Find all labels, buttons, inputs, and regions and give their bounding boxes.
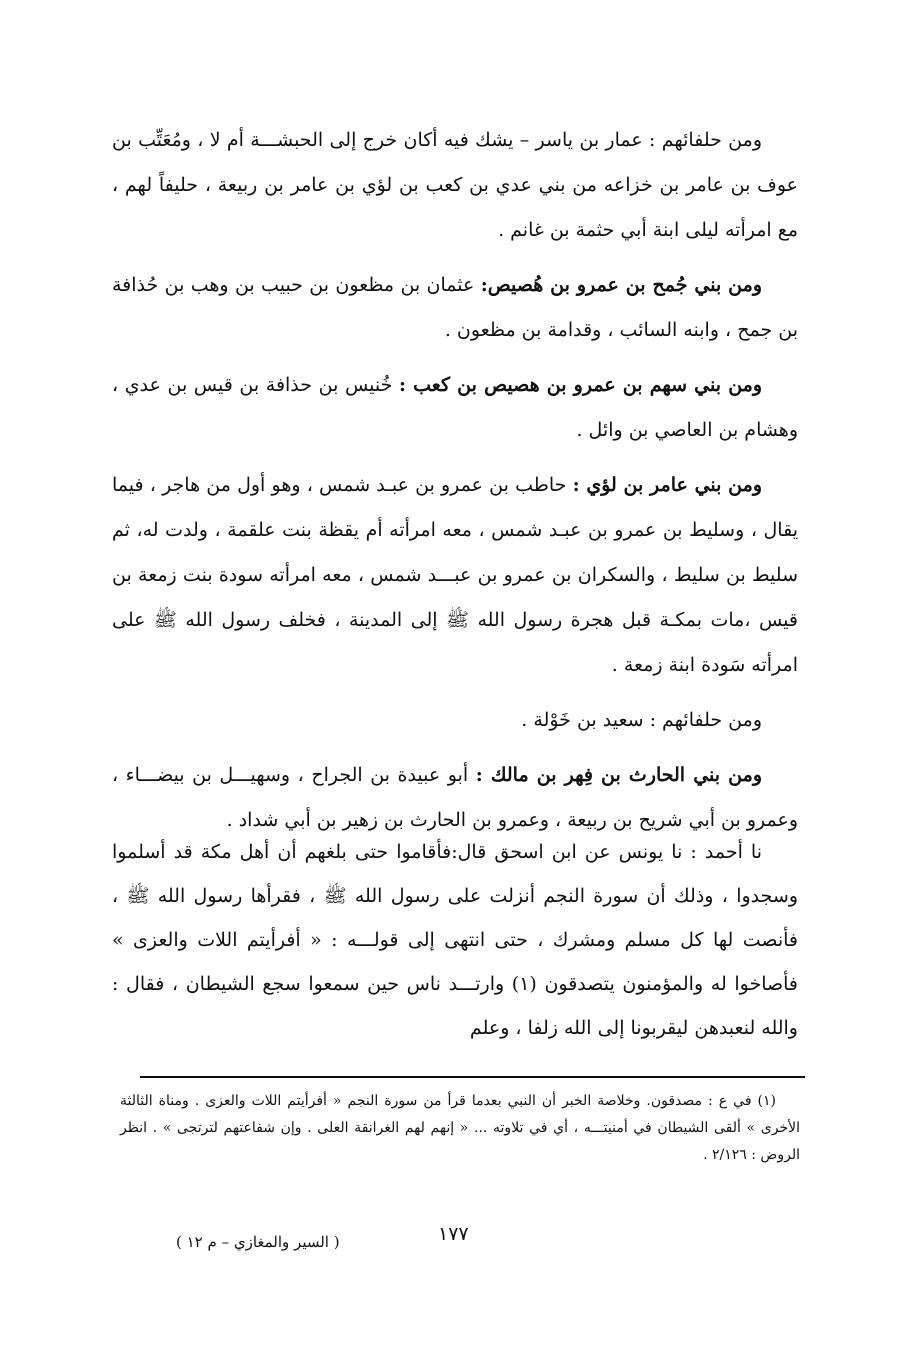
- paragraph: [112, 463, 798, 688]
- paragraph-text: ومن حلفائهم : عمار بن ياسر – يشك فيه أكان خرج إلى الحبشـــة أم لا ، ومُعَتِّب بن عوف بن عامر بن خزاعه من بني عدي بن كعب بن لؤي بن عامر بن ربيعة ، حليفاً لهم ، مع امرأته ليلى ابنة أبي حثمة بن غانم .: [112, 129, 798, 241]
- paragraph: [112, 363, 798, 453]
- paragraph-text: حاطب بن عمرو بن عبـد شمس ، وهو أول من هاجر ، فيما يقال ، وسليط بن عمرو بن عبـد شمس ، معه امرأته أم يقظة بنت علقمة ، ولدت له، ثم سليط بن سليط ، والسكران بن عمرو بن عبـــد شمس ، معه امرأته سودة بنت زمعة بن قيس ،مات بمكـة قبل هجرة رسول الله ﷺ إلى المدينة ، فخلف رسول الله ﷺ على امرأته سَودة ابنة زمعة .: [112, 474, 798, 676]
- paragraph-lead: ومن بني سهم بن عمرو بن هصيص بن كعب :: [398, 374, 763, 396]
- footnote-separator: [140, 1076, 805, 1078]
- paragraph: [112, 263, 798, 353]
- paragraph: [112, 118, 798, 253]
- main-text-section-2: [112, 830, 798, 1050]
- paragraph-text: عثمان بن مظعون بن حبيب بن وهب بن حُذافة بن جمح ، وابنه السائب ، وقدامة بن مظعون .: [112, 274, 798, 341]
- main-text-section-1: [112, 118, 798, 843]
- paragraph-text: خُنيس بن حذافة بن قيس بن عدي ، وهشام بن العاصي بن وائل .: [112, 374, 798, 441]
- paragraph-lead: ومن بني جُمح بن عمرو بن هُصيص:: [480, 274, 762, 296]
- paragraph-lead: ومن بني عامر بن لؤي :: [572, 474, 762, 496]
- footnote-1: (١) في ع : مصدقون. وخلاصة الخبر أن النبي بعدما قرأ من سورة النجم « أفرأيتم اللات والعزى . ومناة الثالثة الأخرى » ألقى الشيطان في أمنيتـــه ، أي في تلاوته ... « إنهم لهم الغرانقة العلى . وإن شفاعتهم لترتجى » . انظر الروض : ٢/١٢٦ .: [120, 1093, 800, 1163]
- paragraph-text: ومن حلفائهم : سعيد بن خَوْلة .: [521, 709, 762, 731]
- running-footer-title: ( السير والمغازي – م ١٢ ): [176, 1233, 340, 1251]
- paragraph: [112, 698, 798, 743]
- narration-paragraph: نا أحمد : نا يونس عن ابن اسحق قال:فأقاموا حتى بلغهم أن أهل مكة قد أسلموا وسجدوا ، وذلك أن سورة النجم أنزلت على رسول الله ﷺ ، فقرأها رسول الله ﷺ ، فأنصت لها كل مسلم ومشرك ، حتى انتهى إلى قولـــه : « أفرأيتم اللات والعزى » فأصاخوا له والمؤمنون يتصدقون (١) وارتـــد ناس حين سمعوا سجع الشيطان ، فقال : والله لنعبدهن ليقربونا إلى الله زلفا ، وعلم: [112, 841, 798, 1039]
- footnotes: [120, 1088, 800, 1169]
- page-number: ١٧٧: [438, 1223, 469, 1245]
- paragraph-text: أبو عبيدة بن الجراح ، وسهيـــل بن بيضـــاء ، وعمرو بن أبي شريح بن ربيعة ، وعمرو بن الحارث بن زهير بن أبي شداد .: [112, 764, 798, 831]
- paragraph-lead: ومن بني الحارث بن فِهر بن مالك :: [475, 764, 762, 786]
